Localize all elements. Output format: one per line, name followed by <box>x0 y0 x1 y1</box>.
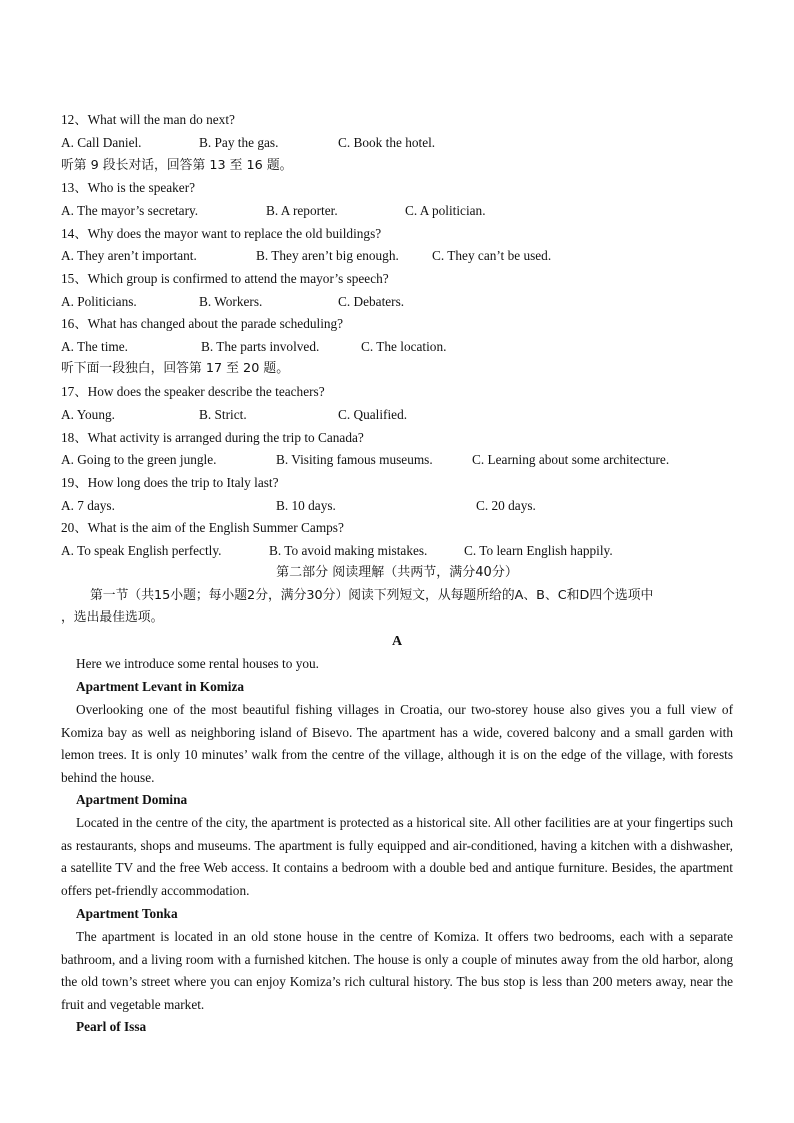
question-13-option-c: C. A politician. <box>405 203 486 218</box>
question-16-option-a: A. The time. <box>61 339 128 354</box>
question-12-stem: 12、What will the man do next? <box>61 112 235 127</box>
section-1-instructions-line-2: ，选出最佳选项。 <box>61 610 164 625</box>
apartment-3-title: Apartment Tonka <box>76 906 178 921</box>
passage-letter: A <box>391 634 403 649</box>
question-14-option-b: B. They aren’t big enough. <box>256 248 399 263</box>
question-14-stem: 14、Why does the mayor want to replace the old buildings? <box>61 226 382 241</box>
question-20-stem: 20、What is the aim of the English Summer Camps? <box>61 520 344 535</box>
question-17-option-c: C. Qualified. <box>338 407 408 422</box>
question-14-option-a: A. They aren’t important. <box>61 248 197 263</box>
passage-intro: Here we introduce some rental houses to you. <box>76 656 319 671</box>
question-13-option-b: B. A reporter. <box>266 203 338 218</box>
question-20-option-b: B. To avoid making mistakes. <box>269 543 428 558</box>
section-1-instructions-line-1: 第一节（共15小题；每小题2分，满分30分）阅读下列短文，从每题所给的A、B、C和D四个选项中 <box>90 588 654 603</box>
question-19-option-c: C. 20 days. <box>476 498 536 513</box>
question-20-option-a: A. To speak English perfectly. <box>61 543 222 558</box>
apartment-4-title: Pearl of Issa <box>76 1019 147 1034</box>
question-16-option-b: B. The parts involved. <box>201 339 320 354</box>
part-2-title: 第二部分 阅读理解（共两节，满分40分） <box>276 565 518 580</box>
instruction-dialogue-9: 听第 9 段长对话，回答第 13 至 16 题。 <box>61 158 293 173</box>
question-18-option-a: A. Going to the green jungle. <box>61 452 217 467</box>
question-14-option-c: C. They can’t be used. <box>432 248 552 263</box>
question-17-option-b: B. Strict. <box>199 407 247 422</box>
question-19-option-b: B. 10 days. <box>276 498 336 513</box>
question-19-stem: 19、How long does the trip to Italy last? <box>61 475 279 490</box>
question-17-stem: 17、How does the speaker describe the teachers? <box>61 384 325 399</box>
question-18-option-b: B. Visiting famous museums. <box>276 452 433 467</box>
question-15-stem: 15、Which group is confirmed to attend the mayor’s speech? <box>61 271 389 286</box>
section-1-instructions <box>61 585 741 608</box>
question-15-option-b: B. Workers. <box>199 294 263 309</box>
question-18-stem: 18、What activity is arranged during the trip to Canada? <box>61 430 364 445</box>
question-13-stem: 13、Who is the speaker? <box>61 180 196 195</box>
question-17-option-a: A. Young. <box>61 407 115 422</box>
question-16-stem: 16、What has changed about the parade scheduling? <box>61 316 344 331</box>
apartment-1-title: Apartment Levant in Komiza <box>76 679 245 694</box>
apartment-2-title: Apartment Domina <box>76 792 188 807</box>
question-15-option-c: C. Debaters. <box>338 294 405 309</box>
question-15-option-a: A. Politicians. <box>61 294 137 309</box>
apartment-1-description: Overlooking one of the most beautiful fishing villages in Croatia, our two-storey house also gives you a full view of Komiza bay as well as neighboring island of Bisevo. The apartment has a wide, covered balcony and a small garden with lemon trees. It is only 10 minutes’ walk from the centre of the village, although it is on the edge of the village, with forests behind the house. <box>61 702 733 786</box>
question-12-option-a: A. Call Daniel. <box>61 135 142 150</box>
apartment-3-description: The apartment is located in an old stone house in the centre of Komiza. It offers two bedrooms, each with a separate bathroom, and a living room with a furnished kitchen. The house is only a couple of minutes away from the old harbor, along the old town’s street where you can enjoy Komiza’s rich cultural history. The bus stop is less than 200 meters away, near the fruit and vegetable market. <box>61 929 733 1013</box>
question-12-option-c: C. Book the hotel. <box>338 135 436 150</box>
question-13-option-a: A. The mayor’s secretary. <box>61 203 199 218</box>
question-16-option-c: C. The location. <box>361 339 447 354</box>
question-12-option-b: B. Pay the gas. <box>199 135 279 150</box>
instruction-monologue-10: 听下面一段独白，回答第 17 至 20 题。 <box>61 361 289 376</box>
apartment-2-description: Located in the centre of the city, the apartment is protected as a historical site. All other facilities are at your fingertips such as restaurants, shops and museums. The apartment is fully equipped and air-conditioned, having a kitchen with a dishwasher, a satellite TV and the free Web access. It contains a bedroom with a double bed and antique furniture. Besides, the apartment offers pet-friendly accommodation. <box>61 815 733 899</box>
question-19-option-a: A. 7 days. <box>61 498 115 513</box>
question-18-option-c: C. Learning about some architecture. <box>472 452 670 467</box>
question-20-option-c: C. To learn English happily. <box>464 543 613 558</box>
